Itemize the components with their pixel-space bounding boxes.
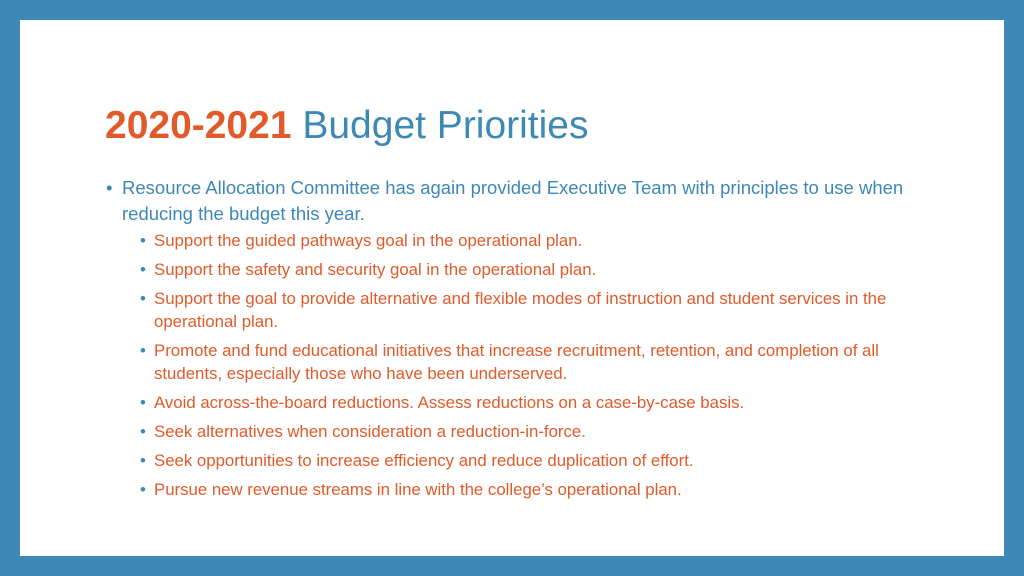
title-text: Budget Priorities <box>302 104 589 147</box>
main-bullet <box>104 175 924 227</box>
bullet-dot-icon: • <box>140 289 146 308</box>
sub-bullet-item <box>142 420 924 443</box>
slide-body <box>104 175 924 507</box>
sub-bullet-item <box>142 339 924 385</box>
sub-bullet-text: Promote and fund educational initiatives that increase recruitment, retention, and completion of all students, especially those who have been underserved. <box>154 341 879 383</box>
bullet-dot-icon: • <box>140 422 146 441</box>
bullet-dot-icon: • <box>140 231 146 250</box>
bullet-dot-icon: • <box>140 480 146 499</box>
title-year: 2020-2021 <box>105 104 292 147</box>
sub-bullet-text: Support the goal to provide alternative and flexible modes of instruction and student services in the operational plan. <box>154 289 887 331</box>
slide-canvas <box>20 20 1004 556</box>
sub-bullet-list <box>104 229 924 501</box>
sub-bullet-text: Seek opportunities to increase efficiency and reduce duplication of effort. <box>154 451 694 470</box>
sub-bullet-text: Support the safety and security goal in the operational plan. <box>154 260 597 279</box>
bullet-dot-icon: • <box>140 260 146 279</box>
sub-bullet-item <box>142 258 924 281</box>
sub-bullet-text: Pursue new revenue streams in line with the college’s operational plan. <box>154 480 682 499</box>
bullet-dot-icon: • <box>140 341 146 360</box>
sub-bullet-item <box>142 391 924 414</box>
slide-title <box>105 102 589 150</box>
sub-bullet-text: Seek alternatives when consideration a reduction-in-force. <box>154 422 586 441</box>
sub-bullet-item <box>142 478 924 501</box>
sub-bullet-item <box>142 229 924 252</box>
sub-bullet-text: Support the guided pathways goal in the operational plan. <box>154 231 583 250</box>
main-bullet-text: Resource Allocation Committee has again provided Executive Team with principles to use when reducing the budget this year. <box>122 177 904 224</box>
bullet-dot-icon: • <box>106 177 113 198</box>
bullet-dot-icon: • <box>140 393 146 412</box>
sub-bullet-item <box>142 287 924 333</box>
sub-bullet-text: Avoid across-the-board reductions. Assess reductions on a case-by-case basis. <box>154 393 745 412</box>
sub-bullet-item <box>142 449 924 472</box>
bullet-dot-icon: • <box>140 451 146 470</box>
